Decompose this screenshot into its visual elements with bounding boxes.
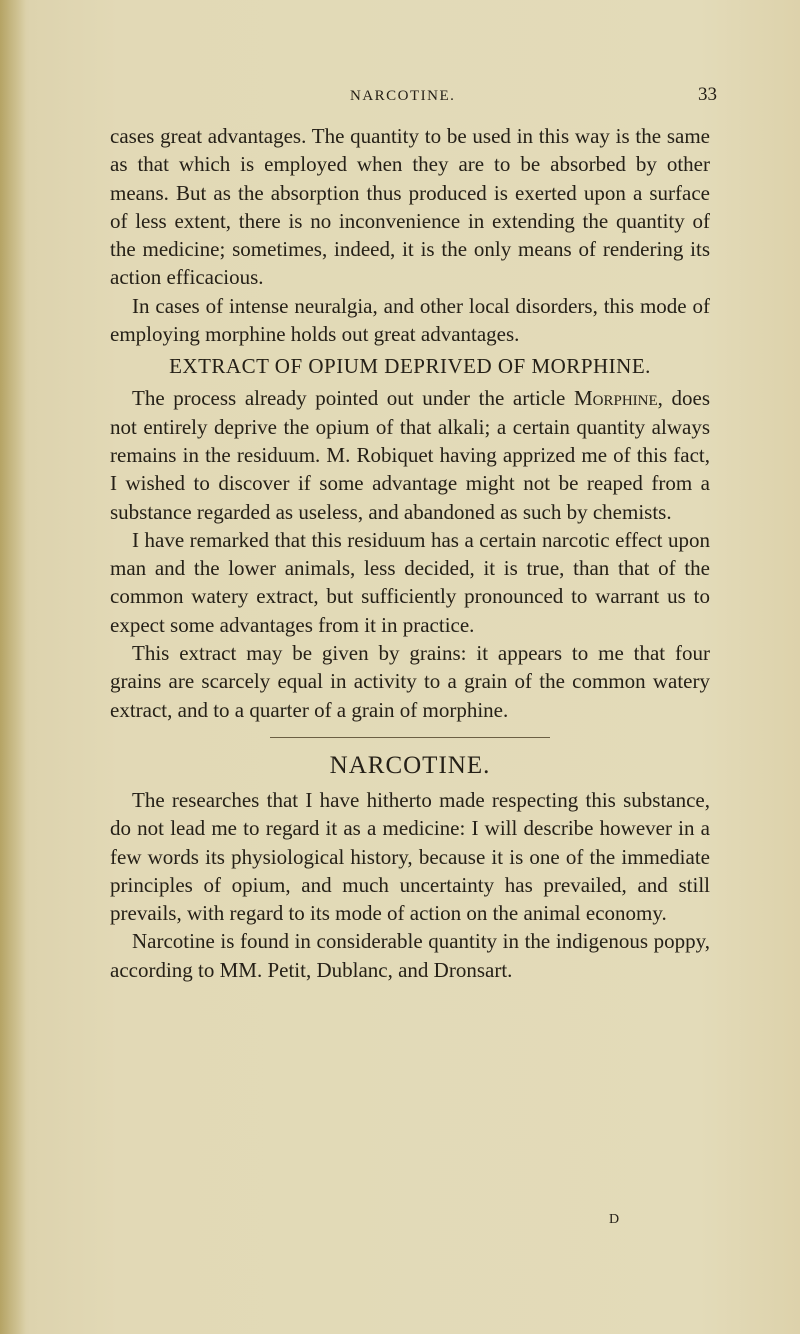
paragraph-text: The process already pointed out under the article (132, 386, 566, 411)
page-binding-shadow (0, 0, 26, 1334)
section-heading-narcotine: NARCOTINE. (329, 751, 491, 779)
paragraph: cases great advantages. The quantity to be used in this way is the same as that which is employed when they are to be absorbed by other means. But as the absorption thus produced is exerted upon a surface of less extent, there is no inconvenience in extending the quantity of the medicine; sometimes, indeed, it is the only means of rendering its action efficacious. (110, 124, 710, 290)
term-morphine: Morphine, (573, 386, 663, 411)
paragraph (110, 384, 710, 525)
paragraph: This extract may be given by grains: it appears to me that four grains are scarcely equal in activity to a grain of the common watery extract, and to a quarter of a grain of morphine. (110, 641, 710, 722)
paragraph: I have remarked that this residuum has a certain narcotic effect upon man and the lower animals, less decided, it is true, than that of the common watery extract, but sufficiently pronounced to warrant us to expect some advantages from it in practice. (110, 527, 710, 637)
paragraph-text: does not entirely deprive the opium of that alkali; a certain quantity always remains in the residuum. M. Robiquet having apprized me of this fact, I wished to discover if some advantage might not be reaped from a substance regarded as useless, and abandoned as such by chemists. (110, 386, 711, 524)
paragraph: In cases of intense neuralgia, and other local disorders, this mode of employing morphine holds out great advantages. (110, 293, 710, 347)
running-head (0, 84, 800, 114)
paragraph: Narcotine is found in considerable quantity in the indigenous poppy, according to MM. Petit, Dublanc, and Dronsart. (110, 929, 710, 982)
running-title: NARCOTINE. (350, 88, 456, 104)
body-text (110, 122, 710, 984)
page-number: 33 (698, 84, 717, 105)
signature-mark: D (609, 1212, 620, 1227)
section-divider (270, 737, 550, 738)
paragraph: The researches that I have hitherto made respecting this substance, do not lead me to regard it as a medicine: I will describe however in a few words its physiological history, because it is one of the immediate principles of opium, and much uncertainty has prevailed, and still prevails, with regard to its mode of action on the animal economy. (110, 787, 710, 926)
section-heading-extract: EXTRACT OF OPIUM DEPRIVED OF MORPHINE. (169, 354, 651, 379)
